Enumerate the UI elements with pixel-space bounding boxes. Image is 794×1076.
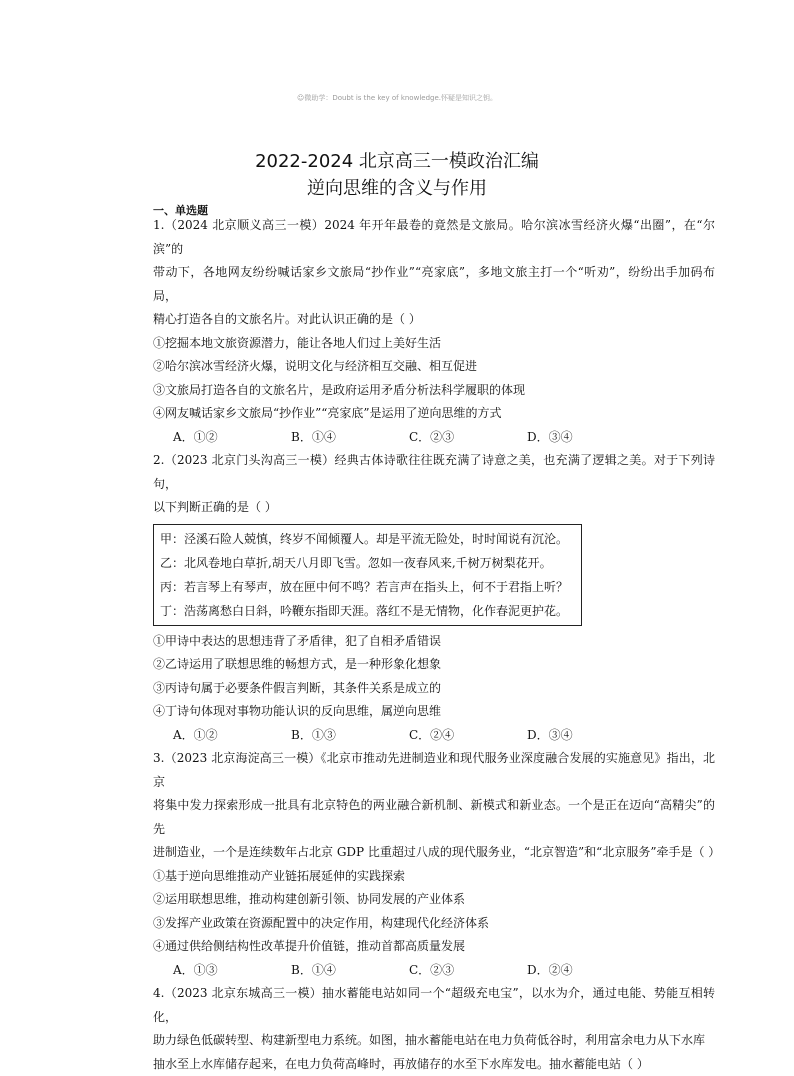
question-2 xyxy=(153,449,715,747)
choice-c[interactable]: C．②③ xyxy=(409,426,527,450)
statement-option: ①挖掘本地文旅资源潜力，能让各地人们过上美好生活 xyxy=(153,332,715,356)
choice-b[interactable]: B．①④ xyxy=(291,959,409,983)
answer-choices xyxy=(153,724,715,748)
poem-line-yi: 乙：北风卷地白草折,胡天八月即飞雪。忽如一夜春风来,千树万树梨花开。 xyxy=(160,551,575,575)
choice-c[interactable]: C．②④ xyxy=(409,724,527,748)
statement-option: ③发挥产业政策在资源配置中的决定作用，构建现代化经济体系 xyxy=(153,912,715,936)
statement-option: ④网友喊话家乡文旅局“抄作业”“亮家底”是运用了逆向思维的方式 xyxy=(153,402,715,426)
question-stem-line: 助力绿色低碳转型、构建新型电力系统。如图，抽水蓄能电站在电力负荷低谷时，利用富余电力从下水库 xyxy=(153,1029,715,1053)
question-stem-line: 抽水至上水库储存起来，在电力负荷高峰时，再放储存的水至下水库发电。抽水蓄能电站（ ） xyxy=(153,1053,715,1076)
choice-b[interactable]: B．①③ xyxy=(291,724,409,748)
question-stem-line: 4.（2023 北京东城高三一模）抽水蓄能电站如同一个“超级充电宝”，以水为介，通过电能、势能互相转化， xyxy=(153,982,715,1029)
choice-a[interactable]: A．①② xyxy=(173,724,291,748)
choice-d[interactable]: D．②④ xyxy=(527,959,645,983)
answer-choices xyxy=(153,426,715,450)
question-4 xyxy=(153,982,715,1076)
statement-option: ①基于逆向思维推动产业链拓展延伸的实践探索 xyxy=(153,865,715,889)
statement-option: ④丁诗句体现对事物功能认识的反向思维，属逆向思维 xyxy=(153,700,715,724)
choice-d[interactable]: D．③④ xyxy=(527,426,645,450)
question-stem-line: 2.（2023 北京门头沟高三一模）经典古体诗歌往往既充满了诗意之美，也充满了逻辑之美。对于下列诗句， xyxy=(153,449,715,496)
statement-option: ④通过供给侧结构性改革提升价值链，推动首都高质量发展 xyxy=(153,935,715,959)
question-1 xyxy=(153,214,715,449)
question-stem-line: 以下判断正确的是（ ） xyxy=(153,496,715,520)
statement-option: ②运用联想思维，推动构建创新引领、协同发展的产业体系 xyxy=(153,888,715,912)
statement-option: ①甲诗中表达的思想违背了矛盾律，犯了自相矛盾错误 xyxy=(153,630,715,654)
question-stem-line: 将集中发力探索形成一批具有北京特色的两业融合新机制、新模式和新业态。一个是正在迈向“高精尖”的先 xyxy=(153,794,715,841)
statement-option: ③丙诗句属于必要条件假言判断，其条件关系是成立的 xyxy=(153,677,715,701)
statement-option: ②乙诗运用了联想思维的畅想方式，是一种形象化想象 xyxy=(153,653,715,677)
questions-container xyxy=(153,214,715,1076)
statement-option: ③文旅局打造各自的文旅名片，是政府运用矛盾分析法科学履职的体现 xyxy=(153,379,715,403)
question-stem-line: 精心打造各自的文旅名片。对此认识正确的是（ ） xyxy=(153,308,715,332)
question-stem-line: 3.（2023 北京海淀高三一模）《北京市推动先进制造业和现代服务业深度融合发展的实施意见》指出，北京 xyxy=(153,747,715,794)
question-stem-line: 进制造业，一个是连续数年占北京 GDP 比重超过八成的现代服务业，“北京智造”和“北京服务”牵手是（ ） xyxy=(153,841,715,865)
poem-line-jia: 甲：泾溪石险人兢慎，终岁不闻倾覆人。却是平流无险处，时时闻说有沉沦。 xyxy=(160,527,575,551)
question-stem-line: 带动下，各地网友纷纷喊话家乡文旅局“抄作业”“亮家底”，多地文旅主打一个“听劝”，纷纷出手加码布局， xyxy=(153,261,715,308)
question-stem-line: 1.（2024 北京顺义高三一模）2024 年开年最卷的竟然是文旅局。哈尔滨冰雪经济火爆“出圈”，在“尔滨”的 xyxy=(153,214,715,261)
watermark-text: ☺微助学：Doubt is the key of knowledge.怀疑是知识之钥。 xyxy=(0,93,794,103)
poem-line-bing: 丙：若言琴上有琴声，放在匣中何不鸣？若言声在指头上，何不于君指上听？ xyxy=(160,575,575,599)
statement-option: ②哈尔滨冰雪经济火爆，说明文化与经济相互交融、相互促进 xyxy=(153,355,715,379)
poem-line-ding: 丁：浩荡离愁白日斜，吟鞭东指即天涯。落红不是无情物，化作春泥更护花。 xyxy=(160,599,575,623)
question-3 xyxy=(153,747,715,982)
choice-a[interactable]: A．①② xyxy=(173,426,291,450)
choice-a[interactable]: A．①③ xyxy=(173,959,291,983)
choice-c[interactable]: C．②③ xyxy=(409,959,527,983)
poem-box xyxy=(153,524,582,626)
document-subtitle: 逆向思维的含义与作用 xyxy=(0,174,794,200)
answer-choices xyxy=(153,959,715,983)
section-heading: 一、单选题 xyxy=(153,202,208,218)
choice-d[interactable]: D．③④ xyxy=(527,724,645,748)
document-title: 2022-2024 北京高三一模政治汇编 xyxy=(0,147,794,173)
choice-b[interactable]: B．①④ xyxy=(291,426,409,450)
